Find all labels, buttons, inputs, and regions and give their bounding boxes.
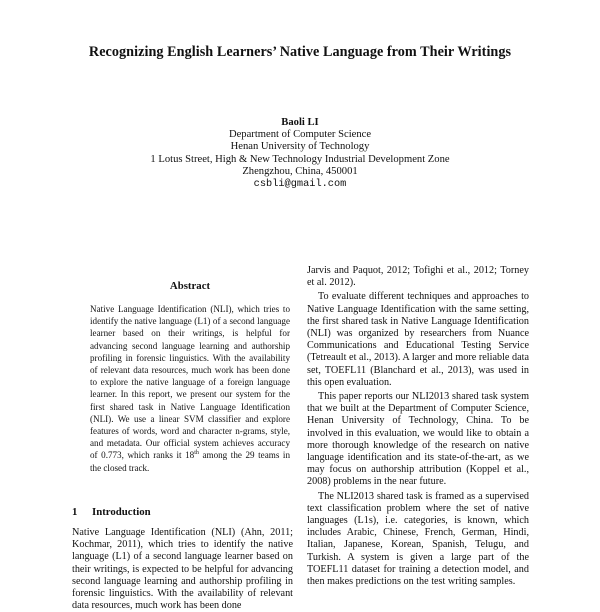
introduction-paragraph: Native Language Identification (NLI) (Ahn, 2011; Kochmar, 2011), which tries to identify the native language (L1) of a second language learner based on their writings, is expected to be helpful for advancing second language learning and authorship profiling in forensic linguistics. With the availability of relevant data resources, much work has been done: [72, 527, 293, 612]
author-address: 1 Lotus Street, High & New Technology Industrial Development Zone: [150, 153, 450, 165]
abstract-ordinal-suffix: th: [194, 450, 199, 457]
paragraph: This paper reports our NLI2013 shared task system that we built at the Department of Computer Science, Henan University of Technology, China. To be involved in this evaluation, we would like to obtain a more thorough knowledge of the research on native language identification and its state-of-the-art, as we may focus on authorship attribution (Koppel et al., 2008) problems in the near future.: [307, 391, 529, 488]
author-university: Henan University of Technology: [230, 141, 370, 153]
paragraph: The NLI2013 shared task is framed as a supervised text classification problem where the set of native languages (L1s), i.e. categories, is known, which includes Arabic, Chinese, French, German, Hindi, Italian, Japanese, Korean, Spanish, Telugu, and Turkish. A system is given a large part of the TOEFL11 dataset for training a detection model, and then makes predictions on the test writing samples.: [307, 490, 529, 588]
author-name: Baoli LI: [281, 117, 319, 128]
paragraph: To evaluate different techniques and approaches to Native Language Identification with the same setting, the first shared task in Native Language Identification (NLI) was organized by researchers from Nuance Communications and Educational Testing Service (Tetreault et al., 2013). A larger and more reliable data set, TOEFL11 (Blanchard et al., 2013), was used in this open evaluation.: [307, 291, 529, 388]
abstract-body: [90, 303, 290, 474]
paper-title: Recognizing English Learners’ Native Language from Their Writings: [88, 44, 512, 60]
section-heading-introduction: [72, 506, 151, 518]
abstract-text-end: among the 29 teams in the closed track.: [90, 450, 290, 473]
right-column: [307, 265, 529, 590]
section-title: Introduction: [92, 506, 151, 518]
abstract-text: Native Language Identification (NLI), which tries to identify the native language (L1) of a second language learner based on their writings, is helpful for advancing second language learning and authorship profiling in forensic linguistics. With the availability of relevant data resources, much work has been done to explore the native language of a foreign language learner. In this report, we present our system for the first shared task in Native Language Identification (NLI). We use a linear SVM classifier and explore features of words, word and character n-grams, style, and metadata. Our official system achieves accuracy of 0.773, which ranks it 18: [90, 304, 290, 461]
author-email[interactable]: csbli@gmail.com: [253, 178, 347, 191]
author-city: Zhengzhou, China, 450001: [242, 165, 358, 177]
section-number: 1: [72, 506, 78, 518]
author-block: [0, 117, 600, 190]
author-department: Department of Computer Science: [228, 129, 372, 141]
abstract-heading: Abstract: [169, 280, 211, 292]
paragraph: Jarvis and Paquot, 2012; Tofighi et al., 2012; Torney et al. 2012).: [307, 265, 529, 289]
